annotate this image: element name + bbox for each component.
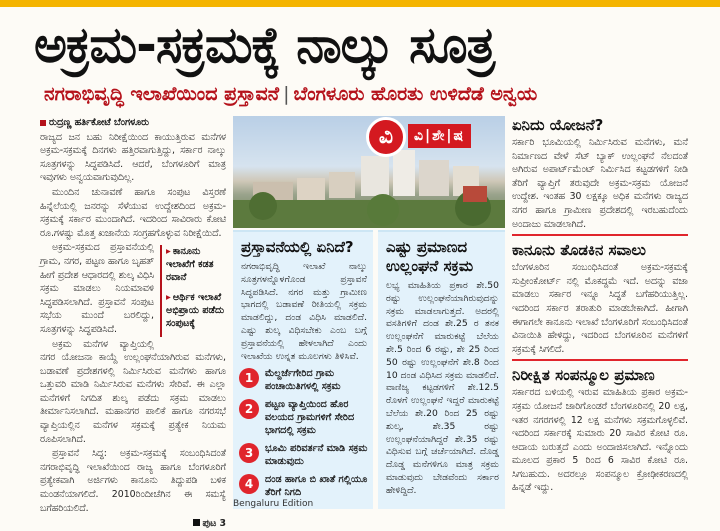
proposal-point [239,442,368,468]
story-paragraph-4: ಅಕ್ರಮ ಮನೆಗಳ ವ್ಯಾಪ್ತಿಯಲ್ಲಿ ನಗರ ಯೋಜನಾ ಕಾಯ್ದೆ ಉಲ್ಲಂಘನೆಯಾಗಿರುವ ಮನೆಗಳು, ಬಡಾವಣೆ ಪ್ರದೇಶಗಳಲ್ಲಿ ನಿರ್ಮಿಸಿರುವ ಮನೆಗಳು ಹಾಗೂ ಒತ್ತುವರಿ ಮಾಡಿ ನಿರ್ಮಿಸಿರುವ ಮನೆಗಳು ಸೇರಿವೆ. ಈ ಎಲ್ಲಾ ಮನೆಗಳಿಗೆ ನಿಗದಿತ ಶುಲ್ಕ ಪಡೆದು ಸಕ್ರಮ ಮಾಡಲು ತೀರ್ಮಾನಿಸಲಾಗಿದೆ. ಮಹಾನಗರ ಪಾಲಿಕೆ ಹಾಗೂ ನಗರಸಭೆ ವ್ಯಾಪ್ತಿಯಲ್ಲಿನ ಮನೆಗಳ ಸಕ್ರಮಕ್ಕೆ ಪ್ರತ್ಯೇಕ ನಿಯಮ ರೂಪಿಸಲಾಗಿದೆ. [40,338,226,445]
section-divider [512,359,688,361]
continued-text: ಪುಟ 3 [202,518,226,530]
vishesha-logo-icon: ವಿ [366,117,406,157]
violation-box-body: ಲಭ್ಯ ಮಾಹಿತಿಯ ಪ್ರಕಾರ ಶೇ.50 ರಷ್ಟು ಉಲ್ಲಂಘನೆಯಾಗಿರುವುದನ್ನು ಸಕ್ರಮ ಮಾಡಲಾಗುತ್ತದೆ. ಅದರಲ್ಲಿ ವಸತಿಗಳಿಗೆ ದಂಡ ಶೇ.25 ರ ತನಕ ಉಲ್ಲಂಘನೆಗೆ ಮಾರುಕಟ್ಟೆ ಬೆಲೆಯ ಶೇ.5 ರಿಂದ 6 ರಷ್ಟು, ಶೇ 25 ರಿಂದ 50 ರಷ್ಟು ಉಲ್ಲಂಘನೆಗೆ ಶೇ.8 ರಿಂದ 10 ದಂಡ ವಿಧಿಸಿದ ಸಕ್ರಮ ಮಾಡಲಿದೆ. ವಾಣಿಜ್ಯ ಕಟ್ಟಡಗಳಿಗೆ ಶೇ.12.5 ರೊಳಗೆ ಉಲ್ಲಂಘನೆ ಇದ್ದರೆ ಮಾರುಕಟ್ಟೆ ಬೆಲೆಯ ಶೇ.20 ರಿಂದ 25 ರಷ್ಟು ಶುಲ್ಕ, ಶೇ.35 ರಷ್ಟು ಉಲ್ಲಂಘನೆಯಾಗಿದ್ದರೆ ಶೇ.35 ರಷ್ಟು ವಿಧಿಸುವ ಬಗ್ಗೆ ಚರ್ಚೆಯಾಗಿದೆ. ದೊಡ್ಡ ದೊಡ್ಡ ಮನೆಗಳಿಗೂ ಮಾತ್ರ ಸಕ್ರಮ ಮಾಡುವುದು ಬೇಡವೆಂದು ಸರ್ಕಾರ ಹೇಳಿದ್ದಿದೆ. [386,280,499,496]
section-heading-legal: ಕಾನೂನು ತೊಡಕಿನ ಸವಾಲು [512,241,646,260]
section-heading-scheme: ಏನಿದು ಯೋಜನೆ? [512,116,604,134]
section-heading-revenue: ನಿರೀಕ್ಷಿತ ಸಂಪನ್ಮೂಲ ಪ್ರಮಾಣ [512,366,655,385]
proposal-point-text: ಭೂಮಿ ಪರಿವರ್ತನೆ ಮಾಡಿ ಸಕ್ರಮ ಮಾಡುವುದು [265,443,368,468]
subhead-separator: | [283,83,290,105]
number-badge-icon: 4 [239,474,259,494]
proposal-point [239,398,368,437]
violation-box [378,230,505,509]
bottom-edition-strip: Bengaluru Edition [233,499,314,509]
triangle-icon: ▸ [166,292,171,304]
subhead-part1: ನಗರಾಭಿವೃದ್ಧಿ ಇಲಾಖೆಯಿಂದ ಪ್ರಸ್ತಾವನೆ [44,83,280,105]
proposal-box [233,230,373,509]
subheadline [44,80,694,108]
proposal-box-body: ನಗರಾಭಿವೃದ್ಧಿ ಇಲಾಖೆ ನಾಲ್ಕು ಸೂತ್ರಗಳನ್ನೊಳಗೊಂಡ ಪ್ರಸ್ತಾವನೆ ಸಿದ್ಧಪಡಿಸಿದೆ. ನಗರ ಮತ್ತು ಗ್ರಾಮೀಣ ಭಾಗದಲ್ಲಿ ಬಡಾವಣೆ ರೀತಿಯಲ್ಲಿ ಸಕ್ರಮ ಮಾಡಲಿದ್ದು, ದಂಡ ವಿಧಿಸಿ ಮಾಡಲಿದೆ. ಎಷ್ಟು ಶುಲ್ಕ ವಿಧಿಸಬೇಕು ಎಂಬ ಬಗ್ಗೆ ಪ್ರಸ್ತಾವನೆಯಲ್ಲಿ ಹೇಳಲಾಗಿದೆ ಎಂದು ಇಲಾಖೆಯ ಉನ್ನತ ಮೂಲಗಳು ತಿಳಿಸಿವೆ. [241,261,367,362]
continued-marker[interactable] [40,517,226,531]
number-badge-icon: 2 [239,399,259,419]
highlight-item [166,291,226,330]
highlight-text: ಆರ್ಥಿಕ ಇಲಾಖೆ ಅಭಿಪ್ರಾಯ ಪಡೆದು ಸಂಪುಟಕ್ಕೆ [166,292,225,330]
vishesha-label: ವಿ|ಶೇ|ಷ [408,124,471,148]
byline-text: ರುದ್ರಣ್ಣ ಹರ್ತಿಕೋಟೆ ಬೆಂಗಳೂರು [49,117,150,128]
section-divider [512,234,688,236]
byline [40,116,226,130]
triangle-icon: ▸ [166,246,171,258]
legal-paragraph: ಬೆಂಗಳೂರಿನ ಸಂಬಂಧಿಸಿದಂತೆ ಅಕ್ರಮ-ಸಕ್ರಮಕ್ಕೆ ಸುಪ್ರೀಂಕೋರ್ಟ್ ನಲ್ಲಿ ಮೊಕದ್ದಮೆ ಇದೆ. ಅದನ್ನು ವಜಾ ಮಾಡಲು ಸರ್ಕಾರ ಇನ್ನೂ ಸಿದ್ಧತೆ ಬಗೆಹರಿಯುತ್ತಿಲ್ಲ. ಇದರಿಂದ ಸರ್ಕಾರ ತರಾತುರಿ ಮಾಡಬೇಕಾಗಿದೆ. ಹೀಗಾಗಿ ಈಗಾಗಲೇ ಕಾನೂನು ಇಲಾಖೆ ಬೆಂಗಳೂರಿಗೆ ಸಂಬಂಧಿಸಿದಂತೆ ವಿನಾಯಿತಿ ಹೇಳಿದ್ದು, ಇದರಿಂದ ಬೆಂಗಳೂರಿನ ಮನೆಗಳಿಗೆ ಸಕ್ರಮಕ್ಕೆ ಸಿಗಲಿದೆ. [512,262,688,355]
number-badge-icon: 1 [239,368,259,388]
violation-box-title: ಎಷ್ಟು ಪ್ರಮಾಣದ ಉಲ್ಲಂಘನೆ ಸಕ್ರಮ [386,238,474,275]
number-badge-icon: 3 [239,443,259,463]
highlight-item [166,245,226,284]
story-paragraph-1: ರಾಜ್ಯದ ಜನ ಬಹು ನಿರೀಕ್ಷೆಯಿಂದ ಕಾಯುತ್ತಿರುವ ಮನೆಗಳ ಅಕ್ರಮ-ಸಕ್ರಮಕ್ಕೆ ದಿನಗಳು ಹತ್ತಿರವಾಗುತ್ತಿದ್ದು, ಸರ್ಕಾರ ನಾಲ್ಕು ಸೂತ್ರಗಳನ್ನು ಸಿದ್ಧಪಡಿಸಿದೆ. ಆದರೆ, ಬೆಂಗಳೂರಿಗೆ ಮಾತ್ರ ಇವುಗಳು ಅನ್ವಯವಾಗುವುದಿಲ್ಲ. [40,131,226,184]
proposal-box-title: ಪ್ರಸ್ತಾವನೆಯಲ್ಲಿ ಏನಿದೆ? [241,238,354,256]
proposal-point [239,473,368,499]
square-icon [193,519,200,526]
highlights-box [160,245,226,337]
proposal-point-text: ಪಟ್ಟಣ ವ್ಯಾಪ್ತಿಯಿಂದ ಹೊರ ವಲಯದ ಗ್ರಾಮಗಳಿಗೆ ಸೇರಿದ ಭಾಗದಲ್ಲಿ ಸಕ್ರಮ [265,399,355,437]
headline: ಅಕ್ರಮ-ಸಕ್ರಮಕ್ಕೆ ನಾಲ್ಕು ಸೂತ್ರ [34,16,495,74]
proposal-points-list [233,363,373,499]
proposal-point-text: ದಂಡ ಹಾಗೂ ಬಿ ಖಾತೆ ಗಲ್ಲಿಯೂ ತೆರಿಗೆ ನಿಗದಿ [265,474,368,499]
story-paragraph-3: ಅಕ್ರಮ-ಸಕ್ರಮದ ಪ್ರಸ್ತಾವನೆಯಲ್ಲಿ ಗ್ರಾಮ, ನಗರ, ಪಟ್ಟಣ ಹಾಗೂ ಬೃಹತ್ ಹೀಗೆ ಪ್ರದೇಶ ಆಧಾರದಲ್ಲಿ ಶುಲ್ಕ ವಿಧಿಸಿ ಸಕ್ರಮ ಮಾಡಲು ನಿಯಮಾವಳಿ ಸಿದ್ಧಪಡಿಸಲಾಗಿದೆ. ಪ್ರಸ್ತಾವನೆ ಸಂಪುಟ ಸಭೆಯ ಮುಂದೆ ಬರಲಿದ್ದು, ಸೂತ್ರಗಳನ್ನು ಸಿದ್ಧಪಡಿಸಿದೆ. [40,242,154,335]
proposal-point-text: ಮೆಲ್ದರ್ಜೆಗೇರಿದ ಗ್ರಾಮ ಪಂಚಾಯಿತಿಗಳಲ್ಲಿ ಸಕ್ರಮ [265,368,341,393]
byline-bullet-icon [40,120,46,126]
top-accent-bar [0,0,720,7]
highlight-text: ಕಾನೂನು ಇಲಾಖೆಗೆ ಕಡತ ರವಾನೆ [166,246,214,284]
revenue-paragraph: ಸರ್ಕಾರದ ಬಳಿಯಲ್ಲಿ ಇರುವ ಮಾಹಿತಿಯ ಪ್ರಕಾರ ಅಕ್ರಮ-ಸಕ್ರಮ ಯೋಜನೆ ಜಾರಿಗೊಂಡರೆ ಬೆಂಗಳೂರಿನಲ್ಲಿ 20 ಲಕ್ಷ, ಇತರ ನಗರಗಳಲ್ಲಿ 12 ಲಕ್ಷ ಮನೆಗಳು ಸಕ್ರಮಗೊಳ್ಳಲಿವೆ. ಇದರಿಂದ ಸರ್ಕಾರಕ್ಕೆ ಸುಮಾರು 20 ಸಾವಿರ ಕೋಟಿ ರೂ. ಆದಾಯ ಬರುತ್ತದೆ ಎಂದು ಅಂದಾಜಿಸಲಾಗಿದೆ. ಇನ್ನೊಂದು ಮೂಲದ ಪ್ರಕಾರ 5 ರಿಂದ 6 ಸಾವಿರ ಕೋಟಿ ರೂ. ಸಿಗಬಹುದು. ಅದರಲ್ಲೂ ಸಂಪನ್ಮೂಲ ಕ್ರೋಢೀಕರಣದಲ್ಲಿ ಹಿನ್ನಡೆ ಇದ್ದು. [512,387,688,494]
story-paragraph-5: ಪ್ರಸ್ತಾವನೆ ಸಿದ್ಧ: ಅಕ್ರಮ-ಸಕ್ರಮಕ್ಕೆ ಸಂಬಂಧಿಸಿದಂತೆ ನಗರಾಭಿವೃದ್ಧಿ ಇಲಾಖೆಯಿಂದ ರಾಜ್ಯ ಹಾಗೂ ಬೆಂಗಳೂರಿಗೆ ಪ್ರತ್ಯೇಕವಾಗಿ ಅರ್ಜಿಗಳು ಕಾನೂನು ತಿದ್ದುಪಡಿ ಬಳಿಕ ಮಂಡನೆಯಾಗಲಿದೆ. 2010ರಿಂದೀಚೆಗಿನ ಈ ಸಮಸ್ಯೆ ಬಗೆಹರಿಯಲಿದೆ. [40,448,226,514]
right-column [512,112,688,509]
scheme-paragraph: ಸರ್ಕಾರಿ ಭೂಮಿಯಲ್ಲಿ ನಿರ್ಮಿಸಿರುವ ಮನೆಗಳು, ಮನೆ ನಿರ್ಮಾಣದ ವೇಳೆ ಸೆಟ್ ಬ್ಯಾಕ್ ಉಲ್ಲಂಘನೆ ನೆಲದಂತೆ ಅಗಿರುವ ಅಪಾರ್ಟ್‌ಮೆಂಟ್ ನಿರ್ಮಿಸಿದ ಕಟ್ಟಡಗಳಿಗೆ ನೀಡಿ ತೆರಿಗೆ ವ್ಯಾಪ್ತಿಗೆ ತರುವುದೇ ಅಕ್ರಮ-ಸಕ್ರಮ ಯೋಜನೆ ಉದ್ದೇಶ. ಇಂತಹ 30 ಲಕ್ಷಕ್ಕೂ ಅಧಿಕ ಮನೆಗಳು ರಾಜ್ಯದ ನಗರ ಹಾಗೂ ಗ್ರಾಮೀಣ ಪ್ರದೇಶದಲ್ಲಿ ಇರಬಹುದೆಂದು ಅಂದಾಜು ಮಾಡಲಾಗಿದೆ. [512,137,688,230]
main-story-column [40,116,226,530]
subhead-part2: ಬೆಂಗಳೂರು ಹೊರತು ಉಳಿದೆಡೆ ಅನ್ವಯ [293,83,538,105]
proposal-point [239,367,368,393]
story-paragraph-2: ಮುಂದಿನ ಚುನಾವಣೆ ಹಾಗೂ ಸಂಪುಟ ವಿಸ್ತರಣೆ ಹಿನ್ನೆಲೆಯಲ್ಲಿ ಜನರನ್ನು ಸೆಳೆಯುವ ಉದ್ದೇಶದಿಂದ ಅಕ್ರಮ-ಸಕ್ರಮಕ್ಕೆ ಸರ್ಕಾರ ಮುಂದಾಗಿದೆ. ಇದರಿಂದ ಸಾವಿರಾರು ಕೋಟಿ ರೂ.ಗಳಷ್ಟು ಮೊತ್ತ ಖಜಾನೆಯ ಸಂಗ್ರಹಗೊಳ್ಳುವ ನಿರೀಕ್ಷೆಯಿದೆ. [40,186,226,239]
